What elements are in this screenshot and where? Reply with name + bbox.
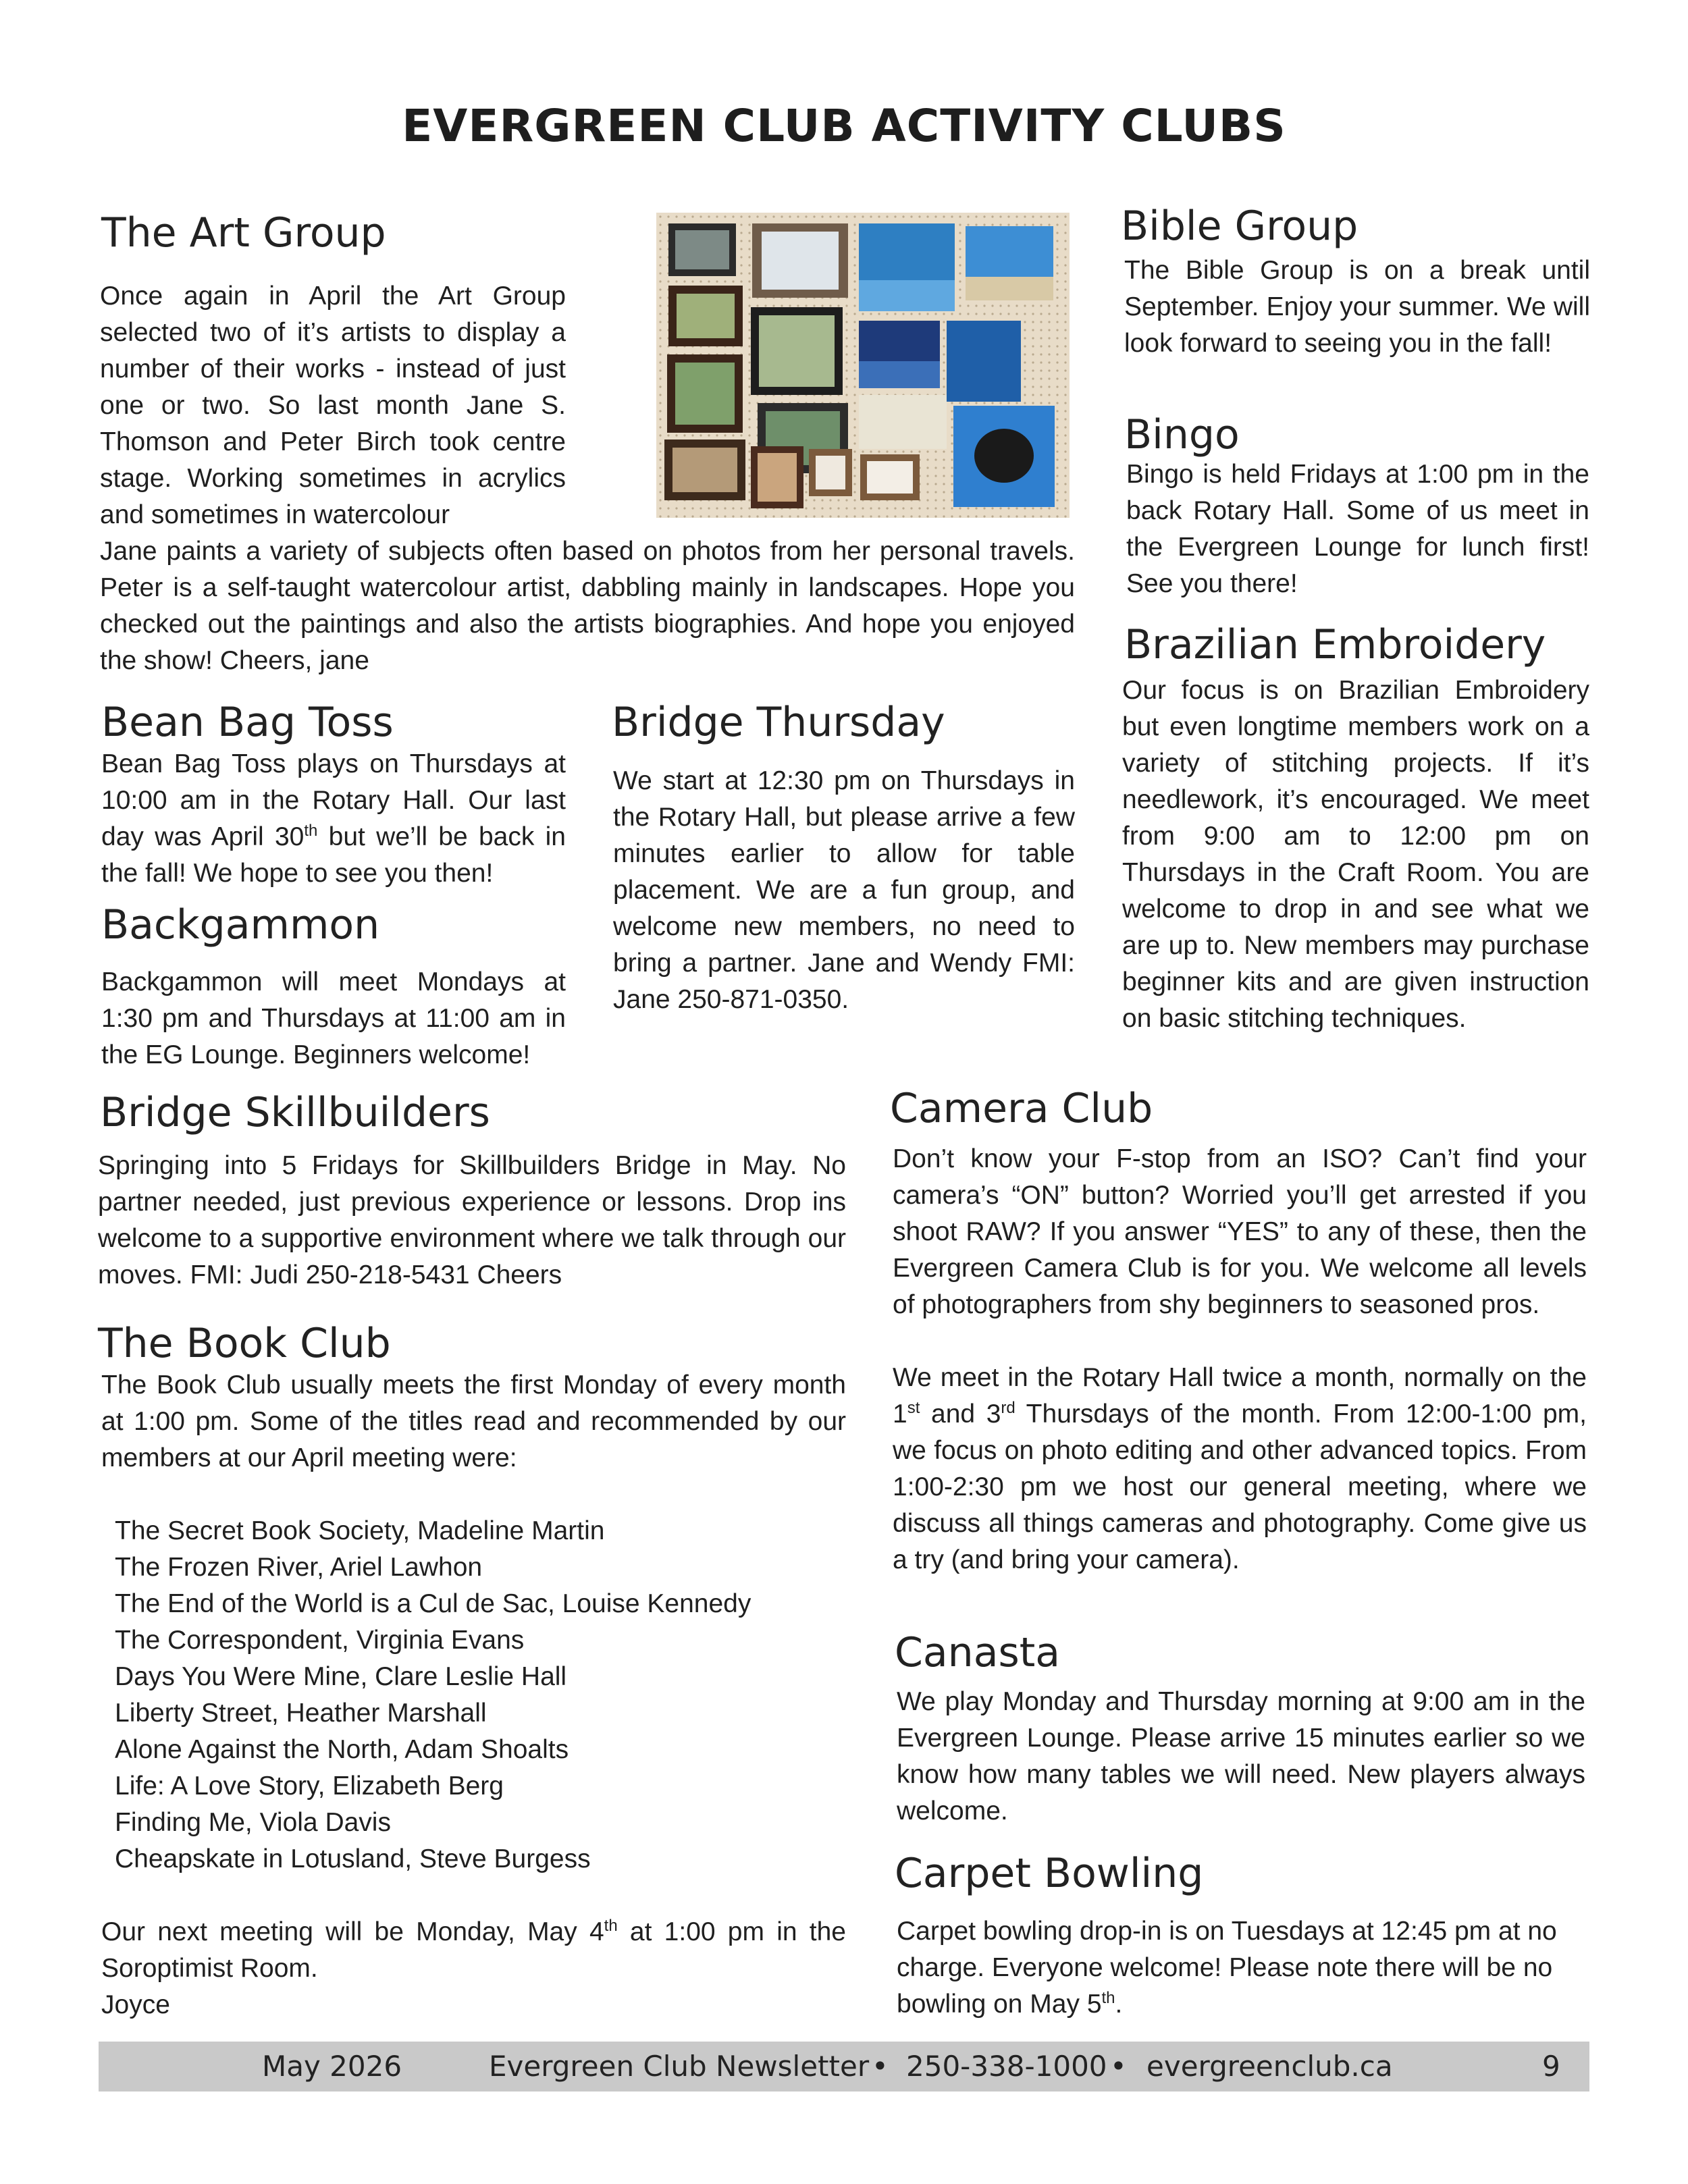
canasta-heading: Canasta: [895, 1629, 1061, 1676]
book-club-intro: The Book Club usually meets the first Monday of every month at 1:00 pm. Some of the titles read and recommended by our members at our April meeting were:: [101, 1370, 846, 1472]
footer-newsletter-name: Evergreen Club Newsletter: [489, 2050, 870, 2083]
bean-bag-toss-text: Bean Bag Toss plays on Thursdays at 10:00 am in the Rotary Hall. Our last day was April 30th but we’ll be back in the fall! We hope to see you then!: [101, 749, 566, 888]
book-list-item: Life: A Love Story, Elizabeth Berg: [115, 1772, 504, 1801]
bingo-text: Bingo is held Fridays at 1:00 pm in the back Rotary Hall. Some of us meet in the Evergreen Lounge for lunch first! See you there!: [1126, 460, 1589, 598]
book-club-section: [101, 1367, 846, 2023]
camera-club-section: [893, 1141, 1587, 1578]
footer-bar: [99, 2042, 1589, 2092]
footer-phone: 250-338-1000: [906, 2050, 1107, 2083]
brazilian-embroidery-text: Our focus is on Brazilian Embroidery but even longtime members work on a variety of stitching projects. If it’s needlework, it’s encouraged. We meet from 9:00 am to 12:00 pm on Thursdays in the Craft Room. You are welcome to drop in and see what we are up to. New members may purchase beginner kits and are given instruction on basic stitching techniques.: [1122, 676, 1589, 1033]
bingo-heading: Bingo: [1124, 411, 1240, 458]
backgammon-heading: Backgammon: [101, 901, 380, 949]
book-list-item: The Secret Book Society, Madeline Martin: [115, 1516, 605, 1545]
bridge-thursday-text: We start at 12:30 pm on Thursdays in the Rotary Hall, but please arrive a few minutes earlier to allow for table placement. We are a fun group, and welcome new members, no need to bring a partner. Jane and Wendy FMI: Jane 250-871-0350.: [613, 766, 1075, 1014]
brazilian-embroidery-heading: Brazilian Embroidery: [1124, 621, 1546, 668]
camera-club-para1: Don’t know your F-stop from an ISO? Can’t find your camera’s “ON” button? Worried you’ll get arrested if you shoot RAW? If you answer “YES” to any of these, then the Evergreen Camera Club is for you. We welcome all levels of photographers from shy beginners to seasoned pros.: [893, 1144, 1587, 1319]
canasta-text: We play Monday and Thursday morning at 9:00 am in the Evergreen Lounge. Please arrive 15 minutes earlier so we know how many tables we will need. New players always welcome.: [897, 1687, 1585, 1826]
book-list-item: The Frozen River, Ariel Lawhon: [115, 1553, 483, 1582]
page-title: EVERGREEN CLUB ACTIVITY CLUBS: [402, 100, 1286, 152]
backgammon-text: Backgammon will meet Mondays at 1:30 pm and Thursdays at 11:00 am in the EG Lounge. Beginners welcome!: [101, 967, 566, 1069]
art-group-text: Jane paints a variety of subjects often based on photos from her personal travels. Peter is a self-taught watercolour artist, dabbling mainly in landscapes. Hope you checked out the paintings and also the artists biographies. And hope you enjoyed the show! Cheers, jane: [100, 537, 1075, 675]
art-group-text-wrapped: Once again in April the Art Group selected two of it’s artists to display a number of their works - instead of just one or two. So last month Jane S. Thomson and Peter Birch took centre stage. Working sometimes in acrylics and sometimes in watercolour: [100, 282, 566, 529]
book-list-item: The End of the World is a Cul de Sac, Louise Kennedy: [115, 1589, 751, 1618]
book-club-heading: The Book Club: [98, 1320, 391, 1367]
bridge-skillbuilders-text: Springing into 5 Fridays for Skillbuilders Bridge in May. No partner needed, just previous experience or lessons. Drop ins welcome to a supportive environment where we talk through our moves. FMI: Judi 250-218-5431 Cheers: [98, 1151, 846, 1289]
book-list-item: Cheapskate in Lotusland, Steve Burgess: [115, 1844, 591, 1873]
art-exhibit-photo: [656, 213, 1070, 518]
book-list-item: Days You Were Mine, Clare Leslie Hall: [115, 1662, 567, 1691]
footer-bullet: •: [1110, 2050, 1127, 2083]
bean-bag-toss-heading: Bean Bag Toss: [101, 699, 394, 746]
art-group-heading: The Art Group: [101, 209, 386, 257]
book-list: [101, 1513, 846, 1877]
bridge-skillbuilders-heading: Bridge Skillbuilders: [100, 1089, 490, 1136]
footer-bullet: •: [872, 2050, 889, 2083]
book-list-item: Liberty Street, Heather Marshall: [115, 1699, 487, 1728]
book-club-next-meeting: Our next meeting will be Monday, May 4th at 1:00 pm in the Soroptimist Room.: [101, 1917, 847, 1983]
footer-page-number: 9: [1542, 2050, 1560, 2083]
book-list-item: The Correspondent, Virginia Evans: [115, 1626, 525, 1655]
footer-date: May 2026: [262, 2050, 402, 2083]
bible-group-heading: Bible Group: [1121, 203, 1359, 250]
camera-club-para2: We meet in the Rotary Hall twice a month, normally on the 1st and 3rd Thursdays of the month. From 12:00-1:00 pm, we focus on photo editing and other advanced topics. From 1:00-2:30 pm we host our general meeting, where we discuss all things cameras and photography. Come give us a try (and bring your camera).: [893, 1363, 1587, 1574]
book-list-item: Alone Against the North, Adam Shoalts: [115, 1735, 569, 1764]
camera-club-heading: Camera Club: [890, 1085, 1153, 1132]
carpet-bowling-text: Carpet bowling drop-in is on Tuesdays at 12:45 pm at no charge. Everyone welcome! Please note there will be no bowling on May 5th.: [897, 1917, 1557, 2019]
bridge-thursday-heading: Bridge Thursday: [612, 699, 945, 746]
book-club-signature: Joyce: [101, 1990, 170, 2019]
bible-group-text: The Bible Group is on a break until September. Enjoy your summer. We will look forward to seeing you in the fall!: [1124, 256, 1590, 358]
carpet-bowling-heading: Carpet Bowling: [895, 1850, 1204, 1897]
book-list-item: Finding Me, Viola Davis: [115, 1808, 391, 1837]
footer-website[interactable]: evergreenclub.ca: [1146, 2050, 1393, 2083]
